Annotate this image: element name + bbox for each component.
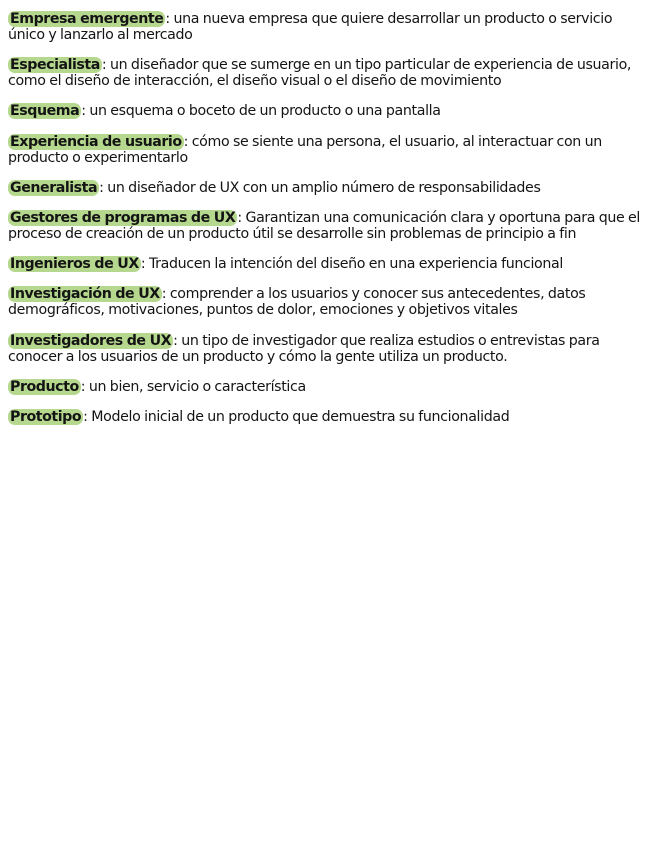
glossary-term: Especialista <box>10 57 100 74</box>
glossary-definition: : un esquema o boceto de un producto o una pantalla <box>81 103 441 120</box>
glossary-entry <box>8 134 648 166</box>
glossary-entry <box>8 210 648 242</box>
glossary-term: Gestores de programas de UX <box>10 209 236 226</box>
glossary-definition: : un bien, servicio o característica <box>80 378 306 395</box>
glossary-definition: : Traducen la intención del diseño en una experiencia funcional <box>140 256 563 273</box>
glossary-definition: : un tipo de investigador que realiza estudios o entrevistas para conocer a los usuarios de un producto y cómo la gente utiliza un producto. <box>8 332 600 365</box>
glossary-entry <box>8 103 648 119</box>
glossary-term: Investigación de UX <box>10 286 160 303</box>
glossary-term: Empresa emergente <box>10 11 164 27</box>
glossary-definition: : una nueva empresa que quiere desarrollar un producto o servicio único y lanzarlo al mercado <box>8 11 613 43</box>
glossary-entry <box>8 57 648 89</box>
glossary-definition: : Garantizan una comunicación clara y oportuna para que el proceso de creación de un producto útil se desarrolle sin problemas de principio a fin <box>8 209 641 242</box>
glossary-term: Experiencia de usuario <box>10 133 182 150</box>
glossary-definition: : cómo se siente una persona, el usuario, al interactuar con un producto o experimentarlo <box>8 133 602 166</box>
glossary-entry <box>8 379 648 395</box>
glossary-definition: : Modelo inicial de un producto que demuestra su funcionalidad <box>83 408 510 425</box>
glossary-definition: : un diseñador de UX con un amplio número de responsabilidades <box>99 179 541 196</box>
cropped-text-strip <box>0 0 656 4</box>
glossary-entry <box>8 333 648 365</box>
glossary-term: Esquema <box>10 103 80 120</box>
glossary-term: Ingenieros de UX <box>10 256 139 273</box>
glossary-entry <box>8 11 648 43</box>
glossary-definition: : un diseñador que se sumerge en un tipo particular de experiencia de usuario, como el diseño de interacción, el diseño visual o el diseño de movimiento <box>8 57 632 90</box>
glossary-definition: : comprender a los usuarios y conocer sus antecedentes, datos demográficos, motivaciones, puntos de dolor, emociones y objetivos vitales <box>8 286 586 319</box>
glossary-list <box>8 11 648 436</box>
glossary-entry <box>8 286 648 318</box>
glossary-term: Producto <box>10 378 79 395</box>
glossary-entry <box>8 409 648 425</box>
glossary-term: Investigadores de UX <box>10 332 172 349</box>
glossary-entry <box>8 256 648 272</box>
glossary-term: Generalista <box>10 179 98 196</box>
glossary-entry <box>8 180 648 196</box>
glossary-term: Prototipo <box>10 408 82 425</box>
